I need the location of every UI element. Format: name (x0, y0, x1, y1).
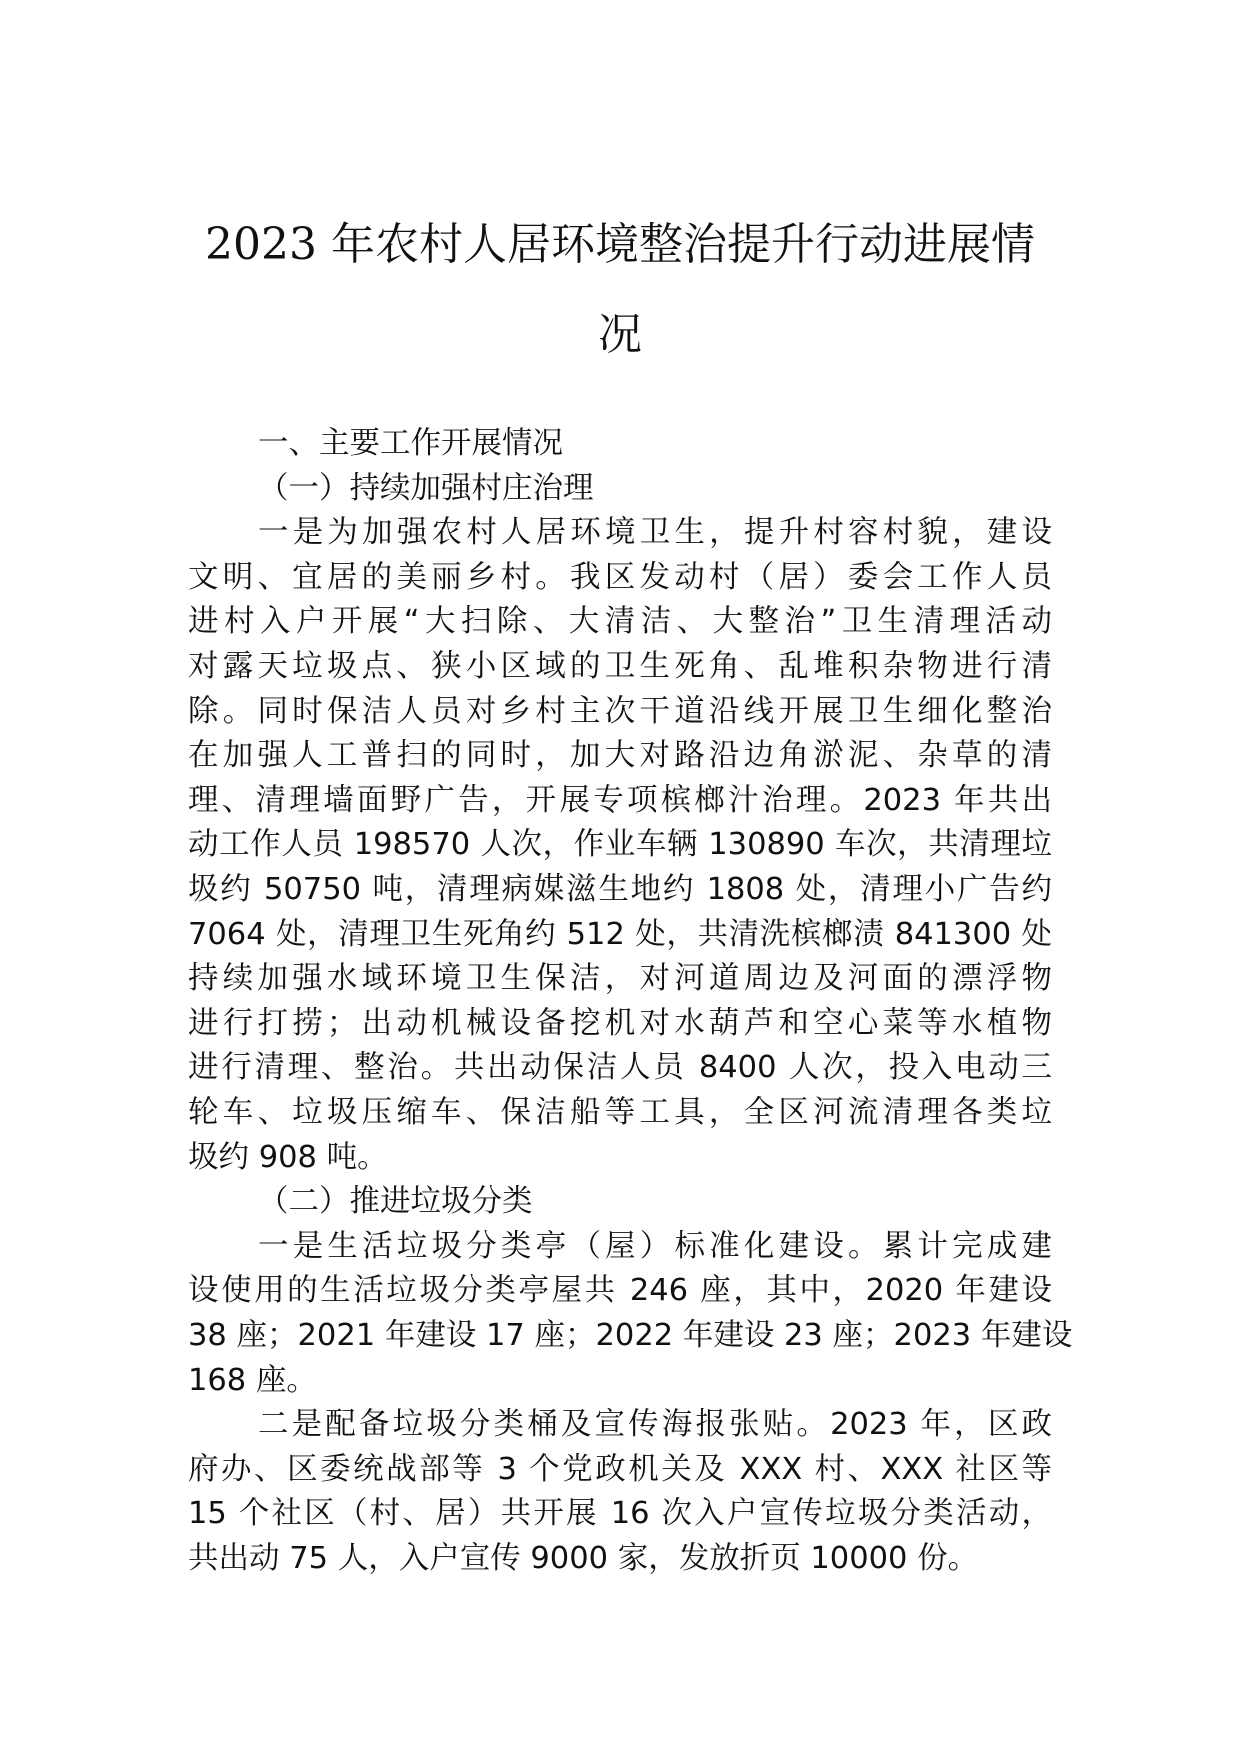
paragraph-line: （二）推进垃圾分类 (258, 1184, 533, 1220)
paragraph-line: 共出动 75 人，入户宣传 9000 家，发放折页 10000 份。 (188, 1541, 979, 1576)
paragraph-line: 对露天垃圾点、狭小区域的卫生死角、乱堆积杂物进行清 (188, 649, 1052, 684)
paragraph-line: 除。同时保洁人员对乡村主次干道沿线开展卫生细化整治 (188, 693, 1052, 729)
paragraph-line: （一）持续加强村庄治理 (258, 470, 594, 506)
paragraph-line: 进行打捞；出动机械设备挖机对水葫芦和空心菜等水植物 (188, 1005, 1052, 1041)
paragraph-line: 进行清理、整治。共出动保洁人员 8400 人次，投入电动三 (188, 1050, 1052, 1086)
paragraph-line: 轮车、垃圾压缩车、保洁船等工具，全区河流清理各类垃 (188, 1095, 1052, 1130)
paragraph-line: 设使用的生活垃圾分类亭屋共 246 座，其中，2020 年建设 (188, 1273, 1052, 1309)
paragraph-line: 一是为加强农村人居环境卫生，提升村容村貌，建设 (258, 515, 1052, 551)
paragraph-line: 168 座。 (188, 1362, 317, 1398)
paragraph-line: 一是生活垃圾分类亭（屋）标准化建设。累计完成建 (258, 1228, 1052, 1264)
document-title (190, 200, 1050, 380)
paragraph-line: 理、清理墙面野广告，开展专项槟榔汁治理。2023 年共出 (188, 782, 1052, 818)
paragraph-line: 府办、区委统战部等 3 个党政机关及 XXX 村、XXX 社区等 (188, 1451, 1052, 1487)
title-line-1: 2023 年农村人居环境整治提升行动进展情 (205, 219, 1035, 270)
paragraph-line: 动工作人员 198570 人次，作业车辆 130890 车次，共清理垃 (188, 827, 1052, 863)
title-line-2: 况 (598, 309, 642, 360)
paragraph-line: 7064 处，清理卫生死角约 512 处，共清洗槟榔渍 841300 处 (188, 916, 1052, 952)
paragraph-line: 圾约 908 吨。 (188, 1139, 388, 1175)
paragraph-line: 文明、宜居的美丽乡村。我区发动村（居）委会工作人员 (188, 559, 1052, 595)
paragraph-line: 持续加强水域环境卫生保洁，对河道周边及河面的漂浮物 (188, 961, 1052, 997)
paragraph-line: 在加强人工普扫的同时，加大对路沿边角淤泥、杂草的清 (188, 738, 1052, 774)
paragraph-line: 二是配备垃圾分类桶及宣传海报张贴。2023 年，区政 (258, 1407, 1052, 1443)
paragraph-line: 进村入户开展“大扫除、大清洁、大整治”卫生清理活动 (188, 604, 1052, 640)
paragraph-line: 38 座；2021 年建设 17 座；2022 年建设 23 座；2023 年建设 (188, 1318, 1073, 1353)
paragraph-line: 圾约 50750 吨，清理病媒滋生地约 1808 处，清理小广告约 (188, 872, 1052, 907)
paragraph-line: 一、主要工作开展情况 (258, 426, 563, 461)
paragraph-line: 15 个社区（村、居）共开展 16 次入户宣传垃圾分类活动， (188, 1496, 1052, 1532)
